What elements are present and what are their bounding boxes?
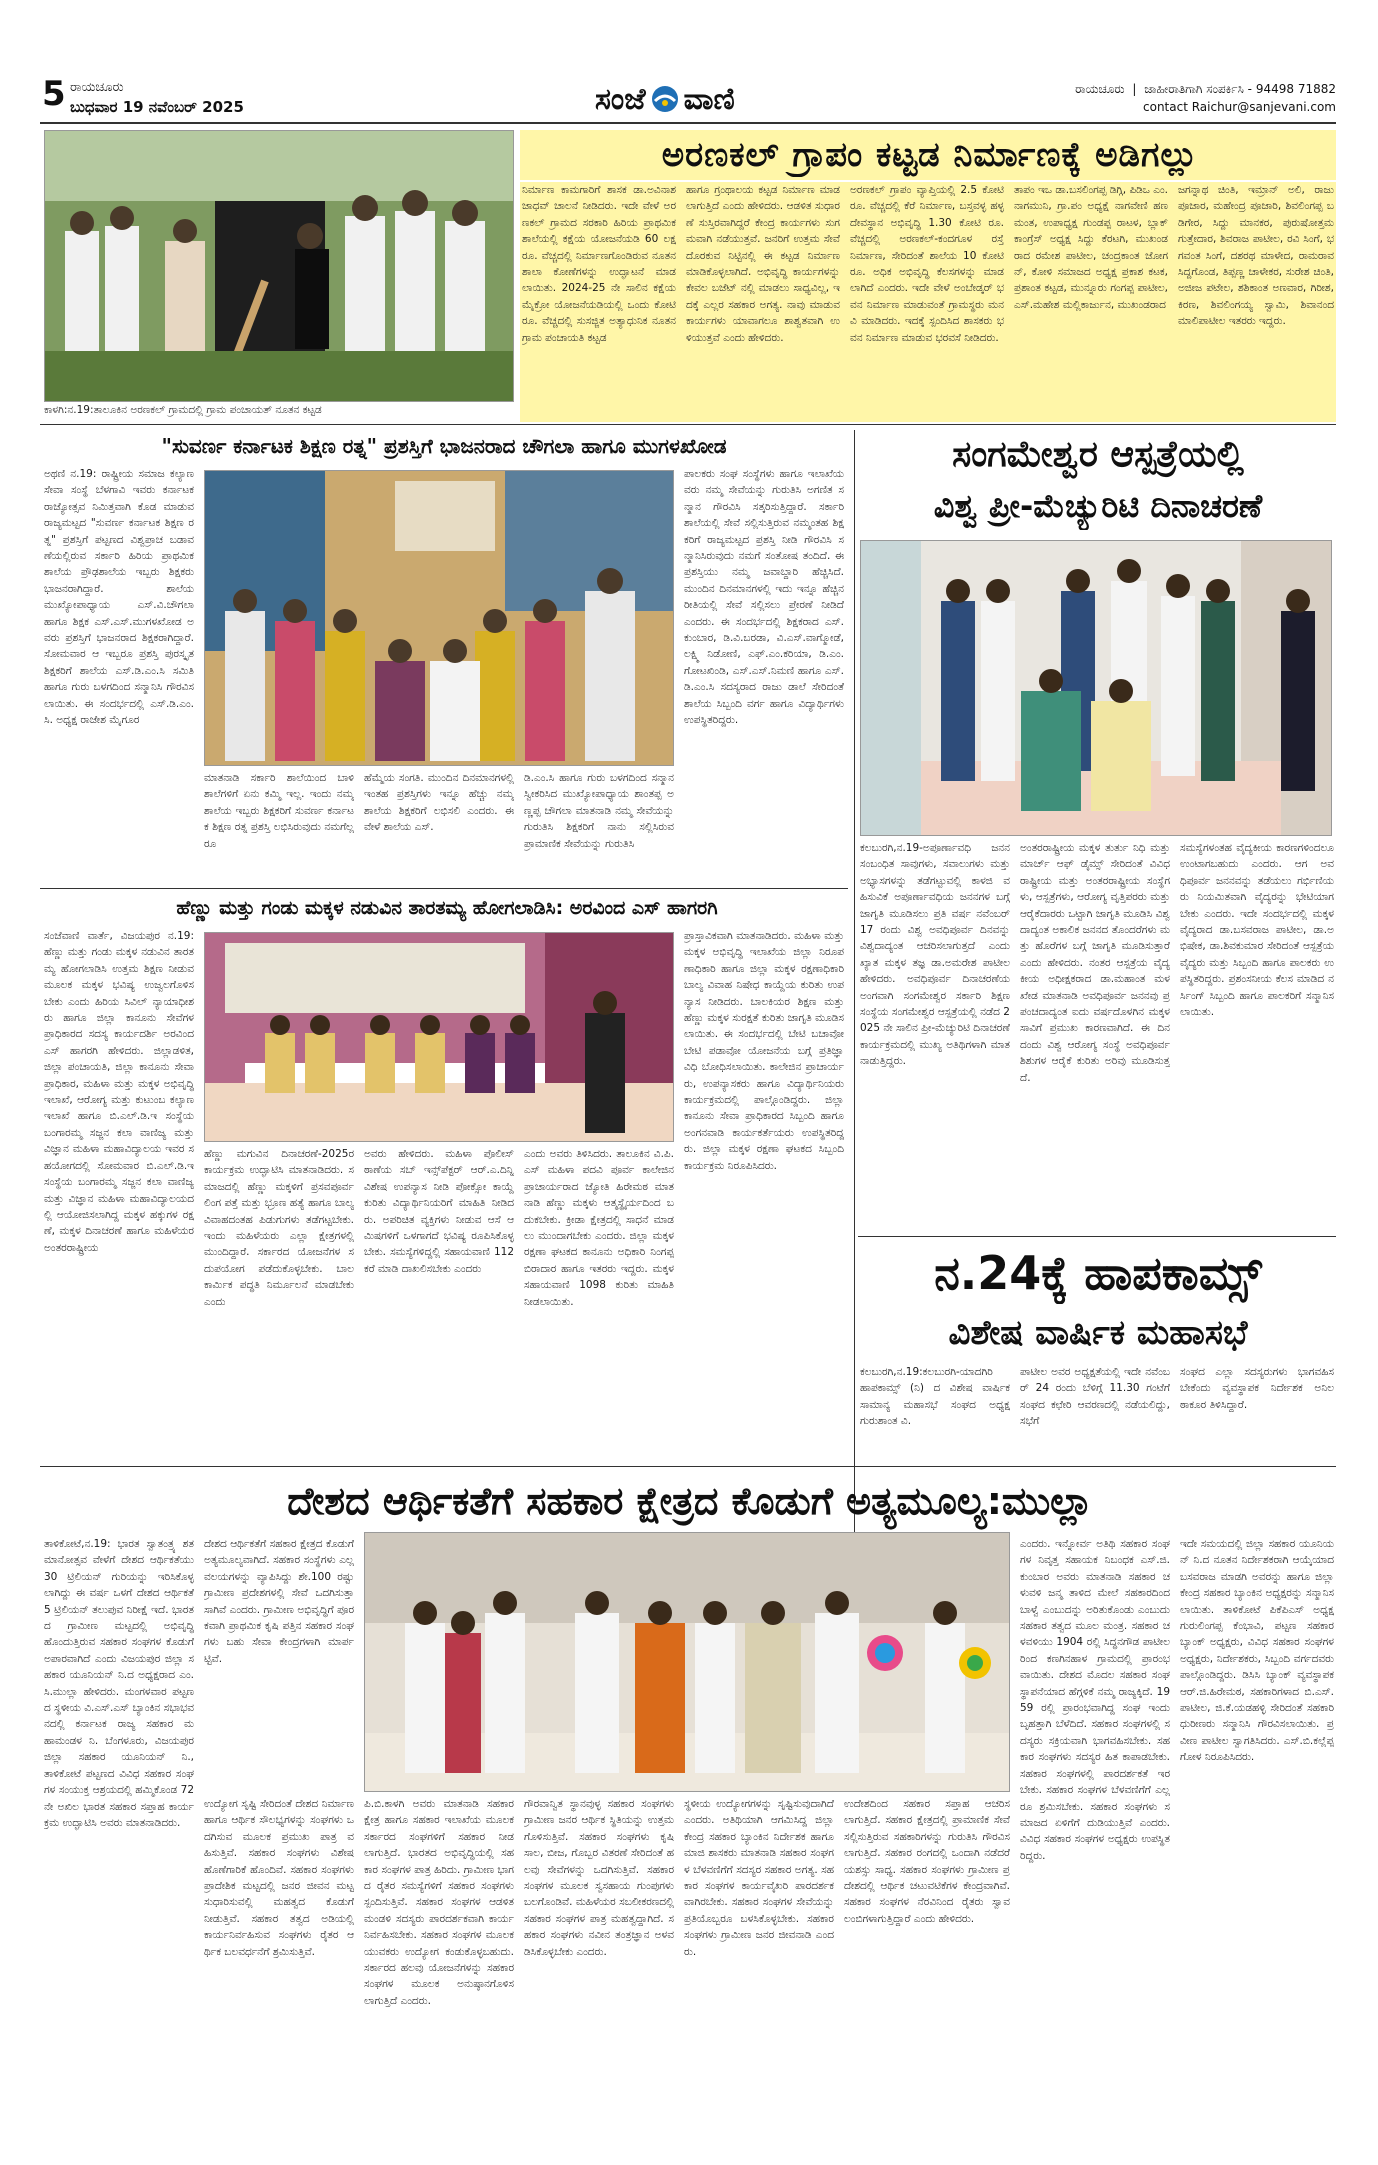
story4-under-photo-3: ಎಂದು ಅವರು ತಿಳಿಸಿದರು. ತಾಲೂಕಿನ ವಿ.ಪಿ.ಎಸ್ ಮಹಿಳಾ ಪದವಿ ಪೂರ್ವ ಕಾಲೇಜಿನ ಪ್ರಾಚಾರ್ಯರಾದ ಜ್ಯೋತಿ ಹಿರೇಮಠ ಮಾತನಾಡಿ ಹೆಣ್ಣು ಮಕ್ಕಳು ಆತ್ಮಸ್ಥೈರ್ಯದಿಂದ ಬದುಕಬೇಕು. ಕ್ರೀಡಾ ಕ್ಷೇತ್ರದಲ್ಲಿ ಸಾಧನೆ ಮಾಡಲು ಮುಂದಾಗಬೇಕು ಎಂದರು. ಜಿಲ್ಲಾ ಮಕ್ಕಳ ರಕ್ಷಣಾ ಘಟಕದ ಕಾನೂನು ಅಧಿಕಾರಿ ನಿಂಗಪ್ಪ ಬಿರಾದಾರ ಹಾಗೂ ಇತರರು ಇದ್ದರು. ಮಕ್ಕಳ ಸಹಾಯವಾಣಿ 1098 ಕುರಿತು ಮಾಹಿತಿ ನೀಡಲಾಯಿತು. (524, 1148, 674, 1308)
logo-emblem-icon (650, 84, 680, 114)
story3-col-2: ಅಂತರರಾಷ್ಟ್ರೀಯ ಮಕ್ಕಳ ತುರ್ತು ನಿಧಿ ಮತ್ತು ಮಾರ್ಚ್ ಆಫ್ ಡೈಮ್ಸ್ ಸೇರಿದಂತೆ ವಿವಿಧ ರಾಷ್ಟ್ರೀಯ ಮತ್ತು ಅಂತರರಾಷ್ಟ್ರೀಯ ಸಂಸ್ಥೆಗಳು, ಆಸ್ಪತ್ರೆಗಳು, ಆರೋಗ್ಯ ವೃತ್ತಿಪರರು ಮತ್ತು ಆರೈಕೆದಾರರು ಒಟ್ಟಾಗಿ ಜಾಗೃತಿ ಮೂಡಿಸಿ ವಿಶ್ವದಾದ್ಯಂತ ಅಕಾಲಿಕ ಜನನದ ತೊಂದರೆಗಳು ಮತ್ತು ಹೊರೆಗಳ ಬಗ್ಗೆ ಜಾಗೃತಿ ಮೂಡಿಸುತ್ತಾರೆ ಎಂದು ಹೇಳಿದರು. ನಂತರ ಆಸ್ಪತ್ರೆಯ ವೈದ್ಯಕೀಯ ಅಧೀಕ್ಷಕರಾದ ಡಾ.ಮಹಾಂತ ಮಳಖೇಡ ಮಾತನಾಡಿ ಅವಧಿಪೂರ್ವ ಜನನವು ಪ್ರಪಂಚದಾದ್ಯಂತ ಐದು ವರ್ಷದೊಳಗಿನ ಮಕ್ಕಳ ಸಾವಿಗೆ ಪ್ರಮುಖ ಕಾರಣವಾಗಿದೆ. ಈ ದಿನದಂದು ವಿಶ್ವ ಆರೋಗ್ಯ ಸಂಸ್ಥೆ ಅವಧಿಪೂರ್ವ ಶಿಶುಗಳ ಆರೈಕೆ ಕುರಿತು ಅರಿವು ಮೂಡಿಸುತ್ತದೆ. (1020, 842, 1170, 1084)
masthead-rule (40, 122, 1336, 124)
story6-col-right-2: ಇದೇ ಸಮಯದಲ್ಲಿ ಜಿಲ್ಲಾ ಸಹಕಾರ ಯೂನಿಯನ್ ನಿ.ದ ನೂತನ ನಿರ್ದೇಶಕರಾಗಿ ಆಯ್ಕೆಯಾದ ಬಸವರಾಜ ಮಾಡಗಿ ಅವರನ್ನು ಹಾಗೂ ಜಿಲ್ಲಾ ಕೇಂದ್ರ ಸಹಕಾರ ಬ್ಯಾಂಕಿನ ಅಧ್ಯಕ್ಷರನ್ನು ಸನ್ಮಾನಿಸಲಾಯಿತು. ತಾಳಿಕೋಟೆ ಪಿಕೆಪಿಎಸ್ ಅಧ್ಯಕ್ಷ ಗುರುಲಿಂಗಪ್ಪ ಕೆಂಭಾವಿ, ಪಟ್ಟಣ ಸಹಕಾರ ಬ್ಯಾಂಕ್ ಅಧ್ಯಕ್ಷರು, ವಿವಿಧ ಸಹಕಾರ ಸಂಘಗಳ ಅಧ್ಯಕ್ಷರು, ನಿರ್ದೇಶಕರು, ಸಿಬ್ಬಂದಿ ವರ್ಗದವರು ಪಾಲ್ಗೊಂಡಿದ್ದರು. ಡಿಸಿಸಿ ಬ್ಯಾಂಕ್ ವ್ಯವಸ್ಥಾಪಕ ಆರ್.ಜಿ.ಹಿರೇಮಠ, ಸಹಕಾರಿಗಳಾದ ಬಿ.ಎಸ್.ಪಾಟೀಲ, ಜಿ.ಕೆ.ಯಡಹಳ್ಳಿ ಸೇರಿದಂತೆ ಸಹಕಾರಿ ಧುರೀಣರು ಸನ್ಮಾನಿಸಿ ಗೌರವಿಸಲಾಯಿತು. ಪ್ರವೀಣ ಪಾಟೀಲ ಸ್ವಾಗತಿಸಿದರು. ಎಸ್.ಬಿ.ಕಲ್ಲೆಪ್ಪಗೋಳ ನಿರೂಪಿಸಿದರು. (1180, 1538, 1334, 1764)
story3-col-3: ಸಮಸ್ಯೆಗಳಂತಹ ವೈದ್ಯಕೀಯ ಕಾರಣಗಳಿಂದಲೂ ಉಂಟಾಗಬಹುದು ಎಂದರು. ಆಗ ಅವಧಿಪೂರ್ವ ಜನನವನ್ನು ತಡೆಯಲು ಗರ್ಭಿಣಿಯರು ನಿಯಮಿತವಾಗಿ ವೈದ್ಯರನ್ನು ಭೇಟಿಯಾಗಬೇಕು ಎಂದರು. ಇದೇ ಸಂದರ್ಭದಲ್ಲಿ ಮಕ್ಕಳ ವೈದ್ಯರಾದ ಡಾ.ಬಸವರಾಜ ಪಾಟೀಲ, ಡಾ.ಅಭಿಷೇಕ, ಡಾ.ಶಿವಕುಮಾರ ಸೇರಿದಂತೆ ಆಸ್ಪತ್ರೆಯ ವೈದ್ಯರು ಮತ್ತು ಸಿಬ್ಬಂದಿ ಹಾಗೂ ಪಾಲಕರು ಉಪಸ್ಥಿತರಿದ್ದರು. ಪ್ರಶಂಸನೀಯ ಕೆಲಸ ಮಾಡಿದ ನರ್ಸಿಂಗ್ ಸಿಬ್ಬಂದಿ ಹಾಗೂ ಪಾಲಕರಿಗೆ ಸನ್ಮಾನಿಸಲಾಯಿತು. (1180, 842, 1334, 1019)
story2-under-photo-3: ಡಿ.ಎಂ.ಸಿ ಹಾಗೂ ಗುರು ಬಳಗದಿಂದ ಸನ್ಮಾನ ಸ್ವೀಕರಿಸಿದ ಮುಖ್ಯೋಪಾಧ್ಯಾಯ ಶಾಂತಪ್ಪ ಅಣ್ಣಪ್ಪ ಚೌಗಲಾ ಮಾತನಾಡಿ ನಮ್ಮ ಸೇವೆಯನ್ನು ಗುರುತಿಸಿ ಶಿಕ್ಷಕರಿಗೆ ನಾನು ಸಲ್ಲಿಸಿರುವ ಪ್ರಾಮಾಣಿಕ ಸೇವೆಯನ್ನು ಗುರುತಿಸಿ (524, 772, 674, 850)
story6-col-1: ತಾಳಿಕೋಟೆ,ನ.19: ಭಾರತ ಸ್ವಾತಂತ್ರ್ಯ ಶತಮಾನೋತ್ಸವ ವೇಳೆಗೆ ದೇಶದ ಆರ್ಥಿಕತೆಯು 30 ಟ್ರಿಲಿಯನ್ ಗುರಿಯನ್ನು ಇರಿಸಿಕೊಳ್ಳಲಾಗಿದ್ದು ಈ ವರ್ಷ ಒಳಗೆ ದೇಶದ ಆರ್ಥಿಕತೆ 5 ಟ್ರಿಲಿಯನ್ ತಲುಪುವ ನಿರೀಕ್ಷೆ ಇದೆ. ಭಾರತದ ಗ್ರಾಮೀಣ ಮಟ್ಟದಲ್ಲಿ ಅಭಿವೃದ್ಧಿ ಹೊಂದುತ್ತಿರುವ ಸಹಕಾರ ಸಂಘಗಳ ಕೊಡುಗೆ ಅಪಾರವಾಗಿದೆ ಎಂದು ವಿಜಯಪುರ ಜಿಲ್ಲಾ ಸಹಕಾರ ಯೂನಿಯನ್ ನಿ.ದ ಅಧ್ಯಕ್ಷರಾದ ಎಂ.ಸಿ.ಮುಲ್ಲಾ ಹೇಳಿದರು. ಮಂಗಳವಾರ ಪಟ್ಟಣದ ಸ್ಥಳೀಯ ವಿ.ಎಸ್.ಎಸ್ ಬ್ಯಾಂಕಿನ ಸಭಾಭವನದಲ್ಲಿ ಕರ್ನಾಟಕ ರಾಜ್ಯ ಸಹಕಾರ ಮಹಾಮಂಡಳ ನಿ. ಬೆಂಗಳೂರು, ವಿಜಯಪುರ ಜಿಲ್ಲಾ ಸಹಕಾರ ಯೂನಿಯನ್ ನಿ., ತಾಳಿಕೋಟೆ ಪಟ್ಟಣದ ವಿವಿಧ ಸಹಕಾರ ಸಂಘಗಳ ಸಂಯುಕ್ತ ಆಶ್ರಯದಲ್ಲಿ ಹಮ್ಮಿಕೊಂಡ 72ನೇ ಅಖಿಲ ಭಾರತ ಸಹಕಾರ ಸಪ್ತಾಹ ಕಾರ್ಯಕ್ರಮ ಉದ್ಘಾಟಿಸಿ ಅವರು ಮಾತನಾಡಿದರು. (44, 1538, 194, 1829)
story1-col-2: ಹಾಗೂ ಗ್ರಂಥಾಲಯ ಕಟ್ಟಡ ನಿರ್ಮಾಣ ಮಾಡಲಾಗುತ್ತಿದೆ ಎಂದು ಹೇಳಿದರು. ಆಡಳಿತ ಸುಧಾರಣೆ ಸುಸ್ತಿರವಾಗಿದ್ದರೆ ಕೇಂದ್ರ ಕಾರ್ಯಗಳು ಸುಗಮವಾಗಿ ನಡೆಯುತ್ತವೆ. ಜನರಿಗೆ ಉತ್ತಮ ಸೇವೆ ದೊರಕುವ ನಿಟ್ಟಿನಲ್ಲಿ ಈ ಕಟ್ಟಡ ನಿರ್ಮಾಣ ಮಾಡಿಕೊಳ್ಳಲಾಗಿದೆ. ಅಭಿವೃದ್ಧಿ ಕಾರ್ಯಗಳನ್ನು ಕೇವಲ ಬಜೆಟ್ ನಲ್ಲಿ ಮಾಡಲು ಸಾಧ್ಯವಿಲ್ಲ, ಇದಕ್ಕೆ ಎಲ್ಲರ ಸಹಕಾರ ಅಗತ್ಯ. ನಾವು ಮಾಡುವ ಕಾರ್ಯಗಳು ಯಾವಾಗಲೂ ಶಾಶ್ವತವಾಗಿ ಉಳಿಯುತ್ತವೆ ಎಂದು ಹೇಳಿದರು. (686, 184, 840, 344)
photo-foundation-stone (44, 130, 514, 402)
location-right: ರಾಯಚೂರು (1075, 82, 1125, 96)
story2-headline: "ಸುವರ್ಣ ಕರ್ನಾಟಕ ಶಿಕ್ಷಣ ರತ್ನ" ಪ್ರಶಸ್ತಿಗೆ ಭಾಜನರಾದ ಚೌಗಲಾ ಹಾಗೂ ಮುಗಳಖೋಡ (161, 434, 727, 458)
photo-caption-1: ಕಾಳಗಿ:ನ.19:ತಾಲೂಕಿನ ಅರಣಕಲ್ ಗ್ರಾಮದಲ್ಲಿ ಗ್ರಾಮ ಪಂಚಾಯತ್ ನೂತನ ಕಟ್ಟಡ (44, 404, 322, 416)
edition-location: ರಾಯಚೂರು (70, 80, 124, 95)
masthead-right: ರಾಯಚೂರು | ಜಾಹೀರಾತಿಗಾಗಿ ಸಂಪರ್ಕಿಸಿ - 94498 71882 contact Raichur@sanjevani.com (1075, 82, 1336, 114)
logo-text-right: ವಾಣಿ (683, 81, 735, 117)
divider-4 (40, 1466, 1336, 1467)
story1-col-3: ಅರಣಕಲ್ ಗ್ರಾಪಂ ವ್ಯಾಪ್ತಿಯಲ್ಲಿ 2.5 ಕೋಟಿ ರೂ. ವೆಚ್ಚದಲ್ಲಿ ಕೆರೆ ನಿರ್ಮಾಣ, ಬಸ್ತವಳ್ಳ ಹಳ್ಳ ದೇವಸ್ಥಾನ ಅಭಿವೃದ್ಧಿ 1.30 ಕೋಟಿ ರೂ. ವೆಚ್ಚದಲ್ಲಿ ಅರಣಕಲ್-ಕಂದಗೂಳ ರಸ್ತೆ ನಿರ್ಮಾಣ, ಸೇರಿದಂತೆ ಶಾಲೆಯ 10 ಕೋಟಿ ರೂ. ಅಧಿಕ ಅಭಿವೃದ್ಧಿ ಕೆಲಸಗಳನ್ನು ಮಾಡಲಾಗಿದೆ ಎಂದರು. ಇದೇ ವೇಳೆ ಅಂಬೇಡ್ಕರ್ ಭವನ ನಿರ್ಮಾಣ ಮಾಡುವಂತೆ ಗ್ರಾಮಸ್ಥರು ಮನವಿ ಮಾಡಿದರು. ಇದಕ್ಕೆ ಸ್ಪಂದಿಸಿದ ಶಾಸಕರು ಭವನ ನಿರ್ಮಾಣ ಮಾಡುವ ಭರವಸೆ ನೀಡಿದರು. (850, 184, 1004, 344)
story6-under-photo-3: ಸ್ಥಳೀಯ ಉದ್ಯೋಗಗಳನ್ನು ಸೃಷ್ಟಿಸುವುದಾಗಿದೆ ಎಂದರು. ಅತಿಥಿಯಾಗಿ ಆಗಮಿಸಿದ್ದ ಜಿಲ್ಲಾ ಕೇಂದ್ರ ಸಹಕಾರ ಬ್ಯಾಂಕಿನ ನಿರ್ದೇಶಕ ಹಾಗೂ ಮಾಜಿ ಶಾಸಕರು ಮಾತನಾಡಿ ಸಹಕಾರ ಸಂಘಗಳ ಬೆಳವಣಿಗೆಗೆ ಸದಸ್ಯರ ಸಹಕಾರ ಅಗತ್ಯ. ಸಹಕಾರ ಸಂಘಗಳ ಕಾರ್ಯವೈಖರಿ ಪಾರದರ್ಶಕವಾಗಿರಬೇಕು. ಸಹಕಾರ ಸಂಘಗಳ ಸೇವೆಯನ್ನು ಪ್ರತಿಯೊಬ್ಬರೂ ಬಳಸಿಕೊಳ್ಳಬೇಕು. ಸಹಕಾರ ಸಂಘಗಳು ಗ್ರಾಮೀಣ ಜನರ ಜೀವನಾಡಿ ಎಂದರು. (684, 1798, 834, 1958)
story4-headline: ಹೆಣ್ಣು ಮತ್ತು ಗಂಡು ಮಕ್ಕಳ ನಡುವಿನ ತಾರತಮ್ಯ ಹೋಗಲಾಡಿಸಿ: ಅರವಿಂದ ಎಸ್ ಹಾಗರಗಿ (176, 897, 718, 919)
story5-headline-line2: ವಿಶೇಷ ವಾರ್ಷಿಕ ಮಹಾಸಭೆ (948, 1313, 1248, 1353)
story6-col-right-1: ಎಂದರು. ಇನ್ನೋರ್ವ ಅತಿಥಿ ಸಹಕಾರ ಸಂಘಗಳ ನಿವೃತ್ತ ಸಹಾಯಕ ನಿಬಂಧಕ ಎಸ್.ಜಿ.ಕುಂಬಾರ ಅವರು ಮಾತನಾಡಿ ಸಹಕಾರ ಚಳುವಳಿ ಜನ್ಮ ತಾಳಿದ ಮೇಲೆ ಸಹಕಾರದಿಂದ ಬಾಳ್ವೆ ಎಂಬುದನ್ನು ಅರಿತುಕೊಂಡು ಎಂಬುದು ಸಹಕಾರ ತತ್ವದ ಮೂಲ ಮಂತ್ರ. ಸಹಕಾರ ಚಳವಳಿಯು 1904 ರಲ್ಲಿ ಸಿದ್ಧನಗೌಡ ಪಾಟೀಲರಿಂದ ಕಣಗಿನಹಾಳ ಗ್ರಾಮದಲ್ಲಿ ಪ್ರಾರಂಭವಾಯಿತು. ದೇಶದ ಮೊದಲ ಸಹಕಾರ ಸಂಘ ಸ್ಥಾಪನೆಯಾದ ಹೆಗ್ಗಳಿಕೆ ನಮ್ಮ ರಾಜ್ಯಕ್ಕಿದೆ. 1959 ರಲ್ಲಿ ಪ್ರಾರಂಭವಾಗಿದ್ದ ಸಂಘ ಇಂದು ಬೃಹತ್ತಾಗಿ ಬೆಳೆದಿದೆ. ಸಹಕಾರ ಸಂಘಗಳಲ್ಲಿ ಸದಸ್ಯರು ಸಕ್ರಿಯವಾಗಿ ಭಾಗವಹಿಸಬೇಕು. ಸಹಕಾರ ಸಂಘಗಳು ಸದಸ್ಯರ ಹಿತ ಕಾಪಾಡಬೇಕು. ಸಹಕಾರ ಸಂಘಗಳಲ್ಲಿ ಪಾರದರ್ಶಕತೆ ಇರಬೇಕು. ಸಹಕಾರ ಸಂಘಗಳ ಬೆಳವಣಿಗೆಗೆ ಎಲ್ಲರೂ ಶ್ರಮಿಸಬೇಕು. ಸಹಕಾರ ಸಂಘಗಳು ಸಮಾಜದ ಏಳಿಗೆಗೆ ದುಡಿಯುತ್ತಿವೆ ಎಂದರು. ವಿವಿಧ ಸಹಕಾರ ಸಂಘಗಳ ಅಧ್ಯಕ್ಷರು ಉಪಸ್ಥಿತರಿದ್ದರು. (1020, 1538, 1170, 1862)
story6-headline: ದೇಶದ ಆರ್ಥಿಕತೆಗೆ ಸಹಕಾರ ಕ್ಷೇತ್ರದ ಕೊಡುಗೆ ಅತ್ಯಮೂಲ್ಯ:ಮುಲ್ಲಾ (287, 1479, 1093, 1523)
edition-date: ಬುಧವಾರ 19 ನವೆಂಬರ್ 2025 (70, 98, 244, 116)
story6-under-photo-1: ಪಿ.ಬಿ.ಕಾಳಗಿ ಅವರು ಮಾತನಾಡಿ ಸಹಕಾರ ಕ್ಷೇತ್ರ ಹಾಗೂ ಸಹಕಾರ ಇಲಾಖೆಯ ಮೂಲಕ ಸರ್ಕಾರದ ಸಂಘಗಳಿಗೆ ಸಹಕಾರ ನೀಡಲಾಗುತ್ತಿದೆ. ಭಾರತದ ಅಭಿವೃದ್ಧಿಯಲ್ಲಿ ಸಹಕಾರ ಸಂಘಗಳ ಪಾತ್ರ ಹಿರಿದು. ಗ್ರಾಮೀಣ ಭಾಗದ ರೈತರ ಸಮಸ್ಯೆಗಳಿಗೆ ಸಹಕಾರ ಸಂಘಗಳು ಸ್ಪಂದಿಸುತ್ತಿವೆ. ಸಹಕಾರ ಸಂಘಗಳ ಆಡಳಿತ ಮಂಡಳಿ ಸದಸ್ಯರು ಪಾರದರ್ಶಕವಾಗಿ ಕಾರ್ಯನಿರ್ವಹಿಸಬೇಕು. ಸಹಕಾರ ಸಂಘಗಳ ಮೂಲಕ ಯುವಕರು ಉದ್ಯೋಗ ಕಂಡುಕೊಳ್ಳಬಹುದು. ಸರ್ಕಾರದ ಹಲವು ಯೋಜನೆಗಳನ್ನು ಸಹಕಾರ ಸಂಘಗಳ ಮೂಲಕ ಅನುಷ್ಠಾನಗೊಳಿಸಲಾಗುತ್ತಿದೆ ಎಂದರು. (364, 1798, 514, 2007)
story3-headline-line1: ಸಂಗಮೇಶ್ವರ ಆಸ್ಪತ್ರೆಯಲ್ಲಿ (952, 434, 1244, 475)
story4-col-right: ಪ್ರಾಸ್ತಾವಿಕವಾಗಿ ಮಾತನಾಡಿದರು. ಮಹಿಳಾ ಮತ್ತು ಮಕ್ಕಳ ಅಭಿವೃದ್ಧಿ ಇಲಾಖೆಯ ಜಿಲ್ಲಾ ನಿರೂಪಣಾಧಿಕಾರಿ ಹಾಗೂ ಜಿಲ್ಲಾ ಮಕ್ಕಳ ರಕ್ಷಣಾಧಿಕಾರಿ ಬಾಲ್ಯ ವಿವಾಹ ನಿಷೇಧ ಕಾಯ್ದೆಯ ಕುರಿತು ಉಪನ್ಯಾಸ ನೀಡಿದರು. ಬಾಲಕಿಯರ ಶಿಕ್ಷಣ ಮತ್ತು ಹೆಣ್ಣು ಮಕ್ಕಳ ಸುರಕ್ಷತೆ ಕುರಿತು ಜಾಗೃತಿ ಮೂಡಿಸಲಾಯಿತು. ಈ ಸಂದರ್ಭದಲ್ಲಿ ಬೇಟಿ ಬಚಾವೋ ಬೇಟಿ ಪಡಾವೋ ಯೋಜನೆಯ ಬಗ್ಗೆ ಪ್ರತಿಜ್ಞಾ ವಿಧಿ ಬೋಧಿಸಲಾಯಿತು. ಕಾಲೇಜಿನ ಪ್ರಾಚಾರ್ಯರು, ಉಪನ್ಯಾಸಕರು ಹಾಗೂ ವಿದ್ಯಾರ್ಥಿನಿಯರು ಕಾರ್ಯಕ್ರಮದಲ್ಲಿ ಪಾಲ್ಗೊಂಡಿದ್ದರು. ಜಿಲ್ಲಾ ಕಾನೂನು ಸೇವಾ ಪ್ರಾಧಿಕಾರದ ಸಿಬ್ಬಂದಿ ಹಾಗೂ ಅಂಗನವಾಡಿ ಕಾರ್ಯಕರ್ತೆಯರು ಉಪಸ್ಥಿತರಿದ್ದರು. ಜಿಲ್ಲಾ ಮಕ್ಕಳ ರಕ್ಷಣಾ ಘಟಕದ ಸಿಬ್ಬಂದಿ ಕಾರ್ಯಕ್ರಮ ನಿರೂಪಿಸಿದರು. (684, 930, 844, 1172)
photo-girl-child-day (204, 932, 674, 1142)
story2-col-left: ಅಥಣಿ ನ.19: ರಾಷ್ಟ್ರೀಯ ಸಮಾಜ ಕಲ್ಯಾಣ ಸೇವಾ ಸಂಸ್ಥೆ ಬೆಳಗಾವಿ ಇವರು ಕರ್ನಾಟಕ ರಾಜ್ಯೋತ್ಸವ ನಿಮಿತ್ತವಾಗಿ ಕೊಡ ಮಾಡುವ ರಾಜ್ಯಮಟ್ಟದ "ಸುವರ್ಣ ಕರ್ನಾಟಕ ಶಿಕ್ಷಣ ರತ್ನ" ಪ್ರಶಸ್ತಿಗೆ ಪಟ್ಟಣದ ವಿಶ್ವಪ್ರಾಚ ಬಡಾವಣೆಯಲ್ಲಿರುವ ಸರ್ಕಾರಿ ಹಿರಿಯ ಪ್ರಾಥಮಿಕ ಶಾಲೆಯ ಪ್ರೌಢಶಾಲೆಯ ಇಬ್ಬರು ಶಿಕ್ಷಕರು ಭಾಜನರಾಗಿದ್ದಾರೆ. ಶಾಲೆಯ ಮುಖ್ಯೋಪಾಧ್ಯಾಯ ಎಸ್.ವಿ.ಚೌಗಲಾ ಹಾಗೂ ಶಿಕ್ಷಕ ಎಸ್.ಎಸ್.ಮುಗಳಖೋಡ ಅವರು ಪ್ರಶಸ್ತಿಗೆ ಭಾಜನರಾದ ಶಿಕ್ಷಕರಾಗಿದ್ದಾರೆ. ಸೋಮವಾರ ಆ ಇಬ್ಬರೂ ಪ್ರಶಸ್ತಿ ಪುರಸ್ಕೃತ ಶಿಕ್ಷಕರಿಗೆ ಶಾಲೆಯ ಎಸ್.ಡಿ.ಎಂ.ಸಿ ಸಮಿತಿ ಹಾಗೂ ಗುರು ಬಳಗದಿಂದ ಸನ್ಮಾನಿಸಿ ಗೌರವಿಸಲಾಯಿತು. ಈ ಸಂದರ್ಭದಲ್ಲಿ ಎಸ್.ಡಿ.ಎಂ.ಸಿ. ಅಧ್ಯಕ್ಷ ರಾಜೇಶ ಮೈಗೂರ (44, 468, 194, 727)
divider-3 (858, 1236, 1336, 1237)
story4-col-left: ಸಂಜೆವಾಣಿ ವಾರ್ತೆ, ವಿಜಯಪುರ ನ.19: ಹೆಣ್ಣು ಮತ್ತು ಗಂಡು ಮಕ್ಕಳ ನಡುವಿನ ತಾರತಮ್ಯ ಹೋಗಲಾಡಿಸಿ ಉತ್ತಮ ಶಿಕ್ಷಣ ನೀಡುವ ಮೂಲಕ ಮಕ್ಕಳ ಭವಿಷ್ಯ ಉಜ್ವಲಗೊಳಿಸಬೇಕು ಎಂದು ಹಿರಿಯ ಸಿವಿಲ್ ನ್ಯಾಯಾಧೀಶರು ಹಾಗೂ ಜಿಲ್ಲಾ ಕಾನೂನು ಸೇವೆಗಳ ಪ್ರಾಧಿಕಾರದ ಸದಸ್ಯ ಕಾರ್ಯದರ್ಶಿ ಅರವಿಂದ ಎಸ್ ಹಾಗರಗಿ ಹೇಳಿದರು. ಜಿಲ್ಲಾಡಳಿತ, ಜಿಲ್ಲಾ ಪಂಚಾಯತಿ, ಜಿಲ್ಲಾ ಕಾನೂನು ಸೇವಾ ಪ್ರಾಧಿಕಾರ, ಮಹಿಳಾ ಮತ್ತು ಮಕ್ಕಳ ಅಭಿವೃದ್ಧಿ ಇಲಾಖೆ, ಆರೋಗ್ಯ ಮತ್ತು ಕುಟುಂಬ ಕಲ್ಯಾಣ ಇಲಾಖೆ ಹಾಗೂ ಬಿ.ಎಲ್.ಡಿ.ಇ ಸಂಸ್ಥೆಯ ಬಂಗಾರಮ್ಮ ಸಜ್ಜನ ಕಲಾ ವಾಣಿಜ್ಯ ಮತ್ತು ವಿಜ್ಞಾನ ಮಹಿಳಾ ಮಹಾವಿದ್ಯಾಲಯ ಇವರ ಸಹಯೋಗದಲ್ಲಿ ಸೋಮವಾರ ಬಿ.ಎಲ್.ಡಿ.ಇ ಸಂಸ್ಥೆಯ ಬಂಗಾರಮ್ಮ ಸಜ್ಜನ ಕಲಾ ವಾಣಿಜ್ಯ ಮತ್ತು ವಿಜ್ಞಾನ ಮಹಿಳಾ ಮಹಾವಿದ್ಯಾಲಯದಲ್ಲಿ ಆಯೋಜಿಸಲಾಗಿದ್ದ ಮಕ್ಕಳ ಹಕ್ಕುಗಳ ರಕ್ಷಣೆ, ಮಕ್ಕಳ ದಿನಾಚರಣೆ ಹಾಗೂ ಮಹಿಳೆಯರ ಅಂತರರಾಷ್ಟ್ರೀಯ (44, 930, 194, 1254)
story1-col-1: ನಿರ್ಮಾಣ ಕಾಮಗಾರಿಗೆ ಶಾಸಕ ಡಾ.ಅವಿನಾಶ ಜಾಧವ್ ಚಾಲನೆ ನೀಡಿದರು. ಇದೇ ವೇಳೆ ಅರಣಕಲ್ ಗ್ರಾಮದ ಸರಕಾರಿ ಹಿರಿಯ ಪ್ರಾಥಮಿಕ ಶಾಲೆಯಲ್ಲಿ ಕಕ್ಷೆಯ ಯೋಜನೆಯಡಿ 60 ಲಕ್ಷ ರೂ. ವೆಚ್ಚದಲ್ಲಿ ನಿರ್ಮಾಣಗೊಂಡಿರುವ ನೂತನ ಶಾಲಾ ಕೋಣೆಗಳನ್ನು ಉದ್ಘಾಟನೆ ಮಾಡಲಾಯಿತು. 2024-25 ನೇ ಸಾಲಿನ ಕಕ್ಷೆಯ ಮೈಕ್ರೋ ಯೋಜನೆಯಡಿಯಲ್ಲಿ ಒಂದು ಕೋಟಿ ರೂ. ವೆಚ್ಚದಲ್ಲಿ ಸುಸಜ್ಜಿತ ಅತ್ಯಾಧುನಿಕ ನೂತನ ಗ್ರಾಮ ಪಂಚಾಯತಿ ಕಟ್ಟಡ (522, 184, 676, 344)
contact-email[interactable]: contact Raichur@sanjevani.com (1143, 100, 1336, 114)
photo-hospital-event (860, 540, 1332, 836)
newspaper-logo (595, 80, 735, 118)
divider-1 (40, 424, 1336, 425)
story1-headline: ಅರಣಕಲ್ ಗ್ರಾಪಂ ಕಟ್ಟಡ ನಿರ್ಮಾಣಕ್ಕೆ ಅಡಿಗಲ್ಲು (661, 135, 1199, 175)
story2-under-photo-2: ಹೆಮ್ಮೆಯ ಸಂಗತಿ. ಮುಂದಿನ ದಿನಮಾನಗಳಲ್ಲಿ ಇಂತಹ ಪ್ರಶಸ್ತಿಗಳು ಇನ್ನೂ ಹೆಚ್ಚು ನಮ್ಮ ಶಾಲೆಯ ಶಿಕ್ಷಕರಿಗೆ ಲಭಿಸಲಿ ಎಂದರು. ಈ ವೇಳೆ ಶಾಲೆಯ ಎಸ್. (364, 772, 514, 834)
story6-col-2-bottom: ಉದ್ಯೋಗ ಸೃಷ್ಟಿ ಸೇರಿದಂತೆ ದೇಶದ ನಿರ್ಮಾಣ ಹಾಗೂ ಆರ್ಥಿಕ ಸೌಲಭ್ಯಗಳನ್ನು ಸಂಘಗಳು ಒದಗಿಸುವ ಮೂಲಕ ಪ್ರಮುಖ ಪಾತ್ರ ವಹಿಸುತ್ತಿವೆ. ಸಹಕಾರ ಸಂಘಗಳು ವಿಶೇಷ ಹೊಣೆಗಾರಿಕೆ ಹೊಂದಿವೆ. ಸಹಕಾರ ಸಂಘಗಳು ಪ್ರಾದೇಶಿಕ ಮಟ್ಟದಲ್ಲಿ ಜನರ ಜೀವನ ಮಟ್ಟ ಸುಧಾರಿಸುವಲ್ಲಿ ಮಹತ್ವದ ಕೊಡುಗೆ ನೀಡುತ್ತಿವೆ. ಸಹಕಾರ ತತ್ವದ ಅಡಿಯಲ್ಲಿ ಕಾರ್ಯನಿರ್ವಹಿಸುವ ಸಂಘಗಳು ರೈತರ ಆರ್ಥಿಕ ಬಲವರ್ಧನೆಗೆ ಶ್ರಮಿಸುತ್ತಿವೆ. (204, 1798, 354, 1958)
story2-under-photo-1: ಮಾತನಾಡಿ ಸರ್ಕಾರಿ ಶಾಲೆಯಿಂದ ಬಾಳಿ ಶಾಲೆಗಳಿಗೆ ಏನು ಕಮ್ಮಿ ಇಲ್ಲ. ಇಂದು ನಮ್ಮ ಶಾಲೆಯ ಇಬ್ಬರು ಶಿಕ್ಷಕರಿಗೆ ಸುವರ್ಣ ಕರ್ನಾಟಕ ಶಿಕ್ಷಣ ರತ್ನ ಪ್ರಶಸ್ತಿ ಲಭಿಸಿರುವುದು ನಮಗೆಲ್ಲರೂ (204, 772, 354, 850)
photo-cooperative-week (364, 1532, 1010, 1792)
page-number: 5 (42, 74, 66, 114)
story3-col-1: ಕಲಬುರಗಿ,ನ.19-ಅಪೂರ್ಣಾವಧಿ ಜನನ ಸಂಬಂಧಿತ ಸಾವುಗಳು, ಸವಾಲುಗಳು ಮತ್ತು ಅಭ್ಯಾಸಗಳನ್ನು ತಡೆಗಟ್ಟುವಲ್ಲಿ ಕಾಳಜಿ ವಹಿಸುವಿಕೆ ಅಪೂರ್ಣಾವಧಿಯ ಜನನಗಳ ಬಗ್ಗೆ ಜಾಗೃತಿ ಮೂಡಿಸಲು ಪ್ರತಿ ವರ್ಷ ನವೆಂಬರ್ 17 ರಂದು ವಿಶ್ವ ಅವಧಿಪೂರ್ವ ದಿನವನ್ನು ವಿಶ್ವದಾದ್ಯಂತ ಆಚರಿಸಲಾಗುತ್ತದೆ ಎಂದು ಖ್ಯಾತ ಮಕ್ಕಳ ತಜ್ಞ ಡಾ.ಅಮರೇಶ ಪಾಟೀಲ ಹೇಳಿದರು. ಅವಧಿಪೂರ್ವ ದಿನಾಚರಣೆಯ ಅಂಗವಾಗಿ ಸಂಗಮೇಶ್ವರ ಸರ್ಕಾರಿ ಶಿಕ್ಷಣ ಸಂಸ್ಥೆಯ ಸಂಗಮೇಶ್ವರ ಆಸ್ಪತ್ರೆಯಲ್ಲಿ ನಡೆದ 2025 ನೇ ಸಾಲಿನ ಪ್ರೀ-ಮೆಚ್ಯುರಿಟಿ ದಿನಾಚರಣೆ ಕಾರ್ಯಕ್ರಮದಲ್ಲಿ ಮುಖ್ಯ ಅತಿಥಿಗಳಾಗಿ ಮಾತನಾಡುತ್ತಿದ್ದರು. (860, 842, 1010, 1068)
divider-2 (40, 888, 848, 889)
story3-headline-line2: ವಿಶ್ವ ಪ್ರೀ-ಮೆಚ್ಯುರಿಟಿ ದಿನಾಚರಣೆ (933, 487, 1263, 525)
story5-col-3: ಸಂಘದ ಎಲ್ಲಾ ಸದಸ್ಯರುಗಳು ಭಾಗವಹಿಸಬೇಕೆಂದು ವ್ಯವಸ್ಥಾಪಕ ನಿರ್ದೇಶಕ ಅನಿಲ ಠಾಕೂರ ತಿಳಿಸಿದ್ದಾರೆ. (1180, 1366, 1334, 1411)
vertical-divider-right (854, 430, 855, 1538)
story6-col-2-top: ದೇಶದ ಆರ್ಥಿಕತೆಗೆ ಸಹಕಾರ ಕ್ಷೇತ್ರದ ಕೊಡುಗೆ ಅತ್ಯಮೂಲ್ಯವಾಗಿದೆ. ಸಹಕಾರ ಸಂಸ್ಥೆಗಳು ಎಲ್ಲ ವಲಯಗಳನ್ನು ವ್ಯಾಪಿಸಿದ್ದು ಶೇ.100 ರಷ್ಟು ಗ್ರಾಮೀಣ ಪ್ರದೇಶಗಳಲ್ಲಿ ಸೇವೆ ಒದಗಿಸುತ್ತಾ ಸಾಗಿವೆ ಎಂದರು. ಗ್ರಾಮೀಣ ಅಭಿವೃದ್ಧಿಗೆ ಪೂರಕವಾಗಿ ಪ್ರಾಥಮಿಕ ಕೃಷಿ ಪತ್ತಿನ ಸಹಕಾರ ಸಂಘಗಳು ಬಹು ಸೇವಾ ಕೇಂದ್ರಗಳಾಗಿ ಮಾರ್ಪಟ್ಟಿವೆ. (204, 1538, 354, 1665)
story1-col-5: ಜಗನ್ನಾಥ ಚಿಂತಿ, ಇಮ್ರಾನ್ ಅಲಿ, ರಾಜು ಪೂಜಾರ, ಮಹೇಂದ್ರ ಪೂಜಾರಿ, ಶಿವಲಿಂಗಪ್ಪ ಬಡಿಗೇರ, ಸಿದ್ದು ಮಾನಕರ, ಪುರುಷೋತ್ತಮ ಗುತ್ತೇದಾರ, ಶಿವರಾಜ ಪಾಟೀಲ, ರವಿ ಸಿಂಗೆ, ಭಗವಂತ ಸಿಂಗೆ, ದಶರಥ ಮಾಳೇದ, ರಾಮರಾವ ಸಿದ್ದಗೊಂಡ, ತಿಪ್ಪಣ್ಣ ಚಾಳೇಕರ, ಸುರೇಶ ಚಿಂತಿ, ಅಜೀಜ ಪಟೇಲ, ಶಶಿಕಾಂತ ಅಣವಾರ, ಗಿರೀಶ, ಕಿರಣ, ಶಿವಲಿಂಗಯ್ಯ ಸ್ವಾಮಿ, ಶಿವಾನಂದ ಮಾಲಿಪಾಟೀಲ ಇತರರು ಇದ್ದರು. (1178, 184, 1334, 328)
story4-under-photo-1: ಹೆಣ್ಣು ಮಗುವಿನ ದಿನಾಚರಣೆ-2025ರ ಕಾರ್ಯಕ್ರಮ ಉದ್ಘಾಟಿಸಿ ಮಾತನಾಡಿದರು. ಸಮಾಜದಲ್ಲಿ ಹೆಣ್ಣು ಮಕ್ಕಳಿಗೆ ಪ್ರಸವಪೂರ್ವ ಲಿಂಗ ಪತ್ತೆ ಮತ್ತು ಭ್ರೂಣ ಹತ್ಯೆ ಹಾಗೂ ಬಾಲ್ಯ ವಿವಾಹದಂತಹ ಪಿಡುಗುಗಳು ತಡೆಗಟ್ಟಬೇಕು. ಇಂದು ಮಹಿಳೆಯರು ಎಲ್ಲಾ ಕ್ಷೇತ್ರಗಳಲ್ಲಿ ಮುಂದಿದ್ದಾರೆ. ಸರ್ಕಾರದ ಯೋಜನೆಗಳ ಸದುಪಯೋಗ ಪಡೆದುಕೊಳ್ಳಬೇಕು. ಬಾಲಕಾರ್ಮಿಕ ಪದ್ಧತಿ ನಿರ್ಮೂಲನೆ ಮಾಡಬೇಕು ಎಂದು (204, 1148, 354, 1308)
story5-headline-line1: ನ.24ಕ್ಕೆ ಹಾಪಕಾಮ್ಸ್ (934, 1246, 1262, 1300)
story6-under-photo-2: ಗೌರವಾನ್ವಿತ ಸ್ಥಾನವುಳ್ಳ ಸಹಕಾರ ಸಂಘಗಳು ಗ್ರಾಮೀಣ ಜನರ ಆರ್ಥಿಕ ಸ್ಥಿತಿಯನ್ನು ಉತ್ತಮಗೊಳಿಸುತ್ತಿವೆ. ಸಹಕಾರ ಸಂಘಗಳು ಕೃಷಿ ಸಾಲ, ಬೀಜ, ಗೊಬ್ಬರ ವಿತರಣೆ ಸೇರಿದಂತೆ ಹಲವು ಸೇವೆಗಳನ್ನು ಒದಗಿಸುತ್ತಿವೆ. ಸಹಕಾರ ಸಂಘಗಳ ಮೂಲಕ ಸ್ವಸಹಾಯ ಗುಂಪುಗಳು ಬಲಗೊಂಡಿವೆ. ಮಹಿಳೆಯರ ಸಬಲೀಕರಣದಲ್ಲಿ ಸಹಕಾರ ಸಂಘಗಳ ಪಾತ್ರ ಮಹತ್ವದ್ದಾಗಿದೆ. ಸಹಕಾರ ಸಂಘಗಳು ನವೀನ ತಂತ್ರಜ್ಞಾನ ಅಳವಡಿಸಿಕೊಳ್ಳಬೇಕು ಎಂದರು. (524, 1798, 674, 1958)
story5-col-2: ಪಾಟೀಲ ಅವರ ಅಧ್ಯಕ್ಷತೆಯಲ್ಲಿ ಇದೇ ನವೆಂಬರ್ 24 ರಂದು ಬೆಳಿಗ್ಗೆ 11.30 ಗಂಟೆಗೆ ಸಂಘದ ಕಛೇರಿ ಆವರಣದಲ್ಲಿ ನಡೆಯಲಿದ್ದು, ಸಭೆಗೆ (1020, 1366, 1170, 1428)
story6-under-photo-4: ಉದೇಶದಿಂದ ಸಹಕಾರ ಸಪ್ತಾಹ ಆಚರಿಸಲಾಗುತ್ತಿದೆ. ಸಹಕಾರ ಕ್ಷೇತ್ರದಲ್ಲಿ ಪ್ರಾಮಾಣಿಕ ಸೇವೆ ಸಲ್ಲಿಸುತ್ತಿರುವ ಸಹಕಾರಿಗಳನ್ನು ಗುರುತಿಸಿ ಗೌರವಿಸಲಾಗುತ್ತಿದೆ. ಸಹಕಾರ ರಂಗದಲ್ಲಿ ಒಂದಾಗಿ ನಡೆದರೆ ಯಶಸ್ಸು ಸಾಧ್ಯ. ಸಹಕಾರ ಸಂಘಗಳು ಗ್ರಾಮೀಣ ಪ್ರದೇಶದಲ್ಲಿ ಆರ್ಥಿಕ ಚಟುವಟಿಕೆಗಳ ಕೇಂದ್ರವಾಗಿವೆ. ಸಹಕಾರ ಸಂಘಗಳ ನೆರವಿನಿಂದ ರೈತರು ಸ್ವಾವಲಂಬಿಗಳಾಗುತ್ತಿದ್ದಾರೆ ಎಂದು ಹೇಳಿದರು. (844, 1798, 1010, 1925)
story1-col-4: ತಾಪಂ ಇಒ ಡಾ.ಬಸಲಿಂಗಪ್ಪ ಡಿಗ್ಗಿ, ಪಿಡಿಒ ಎಂ.ನಾಗಮುನಿ, ಗ್ರಾ.ಪಂ ಅಧ್ಯಕ್ಷೆ ನಾಗವೇಣಿ ಹಣಮಂತ, ಉಪಾಧ್ಯಕ್ಷ ಗುಂಡಪ್ಪ ರಾಟಳ, ಬ್ಲಾಕ್ ಕಾಂಗ್ರೆಸ್ ಅಧ್ಯಕ್ಷ ಸಿದ್ದು ಕೆರಟಗಿ, ಮುಖಂಡರಾದ ರಮೇಶ ಪಾಟೀಲ, ಚಂದ್ರಕಾಂತ ಜೋಗನ್, ಕೋಳಿ ಸಮಾಜದ ಅಧ್ಯಕ್ಷ ಪ್ರಕಾಶ ಕಟಕ, ಪ್ರಶಾಂತ ಕಟ್ಟಡ, ಮುನ್ನೂರು ಗಂಗಪ್ಪ ಪಾಟೀಲ, ಎಸ್.ಮಹೇಶ ಮಲ್ಲಿಕಾರ್ಜುನ, ಮುಖಂಡರಾದ (1014, 184, 1168, 311)
photo-award-ceremony (204, 470, 674, 766)
story2-col-right: ಪಾಲಕರು ಸಂಘ ಸಂಸ್ಥೆಗಳು ಹಾಗೂ ಇಲಾಖೆಯವರು ನಮ್ಮ ಸೇವೆಯನ್ನು ಗುರುತಿಸಿ ಅಗಣಿತ ಸನ್ಮಾನ ಗೌರವಿಸಿ ಸತ್ಕರಿಸುತ್ತಿದ್ದಾರೆ. ಸರ್ಕಾರಿ ಶಾಲೆಯಲ್ಲಿ ಸೇವೆ ಸಲ್ಲಿಸುತ್ತಿರುವ ನಮ್ಮಂತಹ ಶಿಕ್ಷಕರಿಗೆ ರಾಜ್ಯಮಟ್ಟದ ಪ್ರಶಸ್ತಿ ನೀಡಿ ಗೌರವಿಸಿ ಸನ್ಮಾನಿಸಿರುವುದು ನಮಗೆ ಸಂತೋಷ ತಂದಿದೆ. ಈ ಪ್ರಶಸ್ತಿಯು ನಮ್ಮ ಜವಾಬ್ದಾರಿ ಹೆಚ್ಚಿಸಿದೆ. ಮುಂದಿನ ದಿನಮಾನಗಳಲ್ಲಿ ಇದು ಇನ್ನೂ ಹೆಚ್ಚಿನ ರೀತಿಯಲ್ಲಿ ಸೇವೆ ಸಲ್ಲಿಸಲು ಪ್ರೇರಣೆ ನೀಡಿದೆ ಎಂದರು. ಈ ಸಂದರ್ಭದಲ್ಲಿ ಶಿಕ್ಷಕರಾದ ಎಸ್.ಕುಂಬಾರ, ಡಿ.ವಿ.ಬರಡಾ, ವಿ.ಎಸ್.ವಾಗ್ಮೋಡೆ, ಲಕ್ಷ್ಮಿ ನಿಡೋಣಿ, ಎಫ್.ಎಂ.ಕರಿಯಾ, ಡಿ.ಎಂ.ಗೋಟಖಿಂಡಿ, ಎಸ್.ಎಸ್.ನಿಮಣಿ ಹಾಗೂ ಎಸ್.ಡಿ.ಎಂ.ಸಿ ಸದಸ್ಯರಾದ ರಾಜು ಡಾಲೆ ಸೇರಿದಂತೆ ಶಾಲೆಯ ಸಿಬ್ಬಂದಿ ವರ್ಗ ಹಾಗೂ ವಿದ್ಯಾರ್ಥಿಗಳು ಉಪಸ್ಥಿತರಿದ್ದರು. (684, 468, 844, 727)
ad-contact: ಜಾಹೀರಾತಿಗಾಗಿ ಸಂಪರ್ಕಿಸಿ - 94498 71882 (1144, 82, 1336, 96)
logo-text-left: ಸಂಜೆ (595, 81, 646, 117)
story4-under-photo-2: ಅವರು ಹೇಳಿದರು. ಮಹಿಳಾ ಪೊಲೀಸ್ ಠಾಣೆಯ ಸಬ್ ಇನ್ಸ್‌ಪೆಕ್ಟರ್ ಆರ್.ಎ.ದಿನ್ನಿ ವಿಶೇಷ ಉಪನ್ಯಾಸ ನೀಡಿ ಪೋಕ್ಸೋ ಕಾಯ್ದೆ ಕುರಿತು ವಿದ್ಯಾರ್ಥಿನಿಯರಿಗೆ ಮಾಹಿತಿ ನೀಡಿದರು. ಅಪರಿಚಿತ ವ್ಯಕ್ತಿಗಳು ನೀಡುವ ಆಸೆ ಆಮಿಷಗಳಿಗೆ ಒಳಗಾಗದೆ ಭವಿಷ್ಯ ರೂಪಿಸಿಕೊಳ್ಳಬೇಕು. ಸಮಸ್ಯೆಗಳಿದ್ದಲ್ಲಿ ಸಹಾಯವಾಣಿ 112 ಕರೆ ಮಾಡಿ ದಾಖಲಿಸಬೇಕು ಎಂದರು (364, 1148, 514, 1275)
story5-col-1: ಕಲಬುರಗಿ,ನ.19:ಕಲಬುರಗಿ-ಯಾದಗಿರಿ ಹಾಪಕಾಮ್ಸ್ (ನಿ) ದ ವಿಶೇಷ ವಾರ್ಷಿಕ ಸಾಮಾನ್ಯ ಮಹಾಸಭೆ ಸಂಘದ ಅಧ್ಯಕ್ಷ ಗುರುಶಾಂತ ವಿ. (860, 1366, 1010, 1428)
